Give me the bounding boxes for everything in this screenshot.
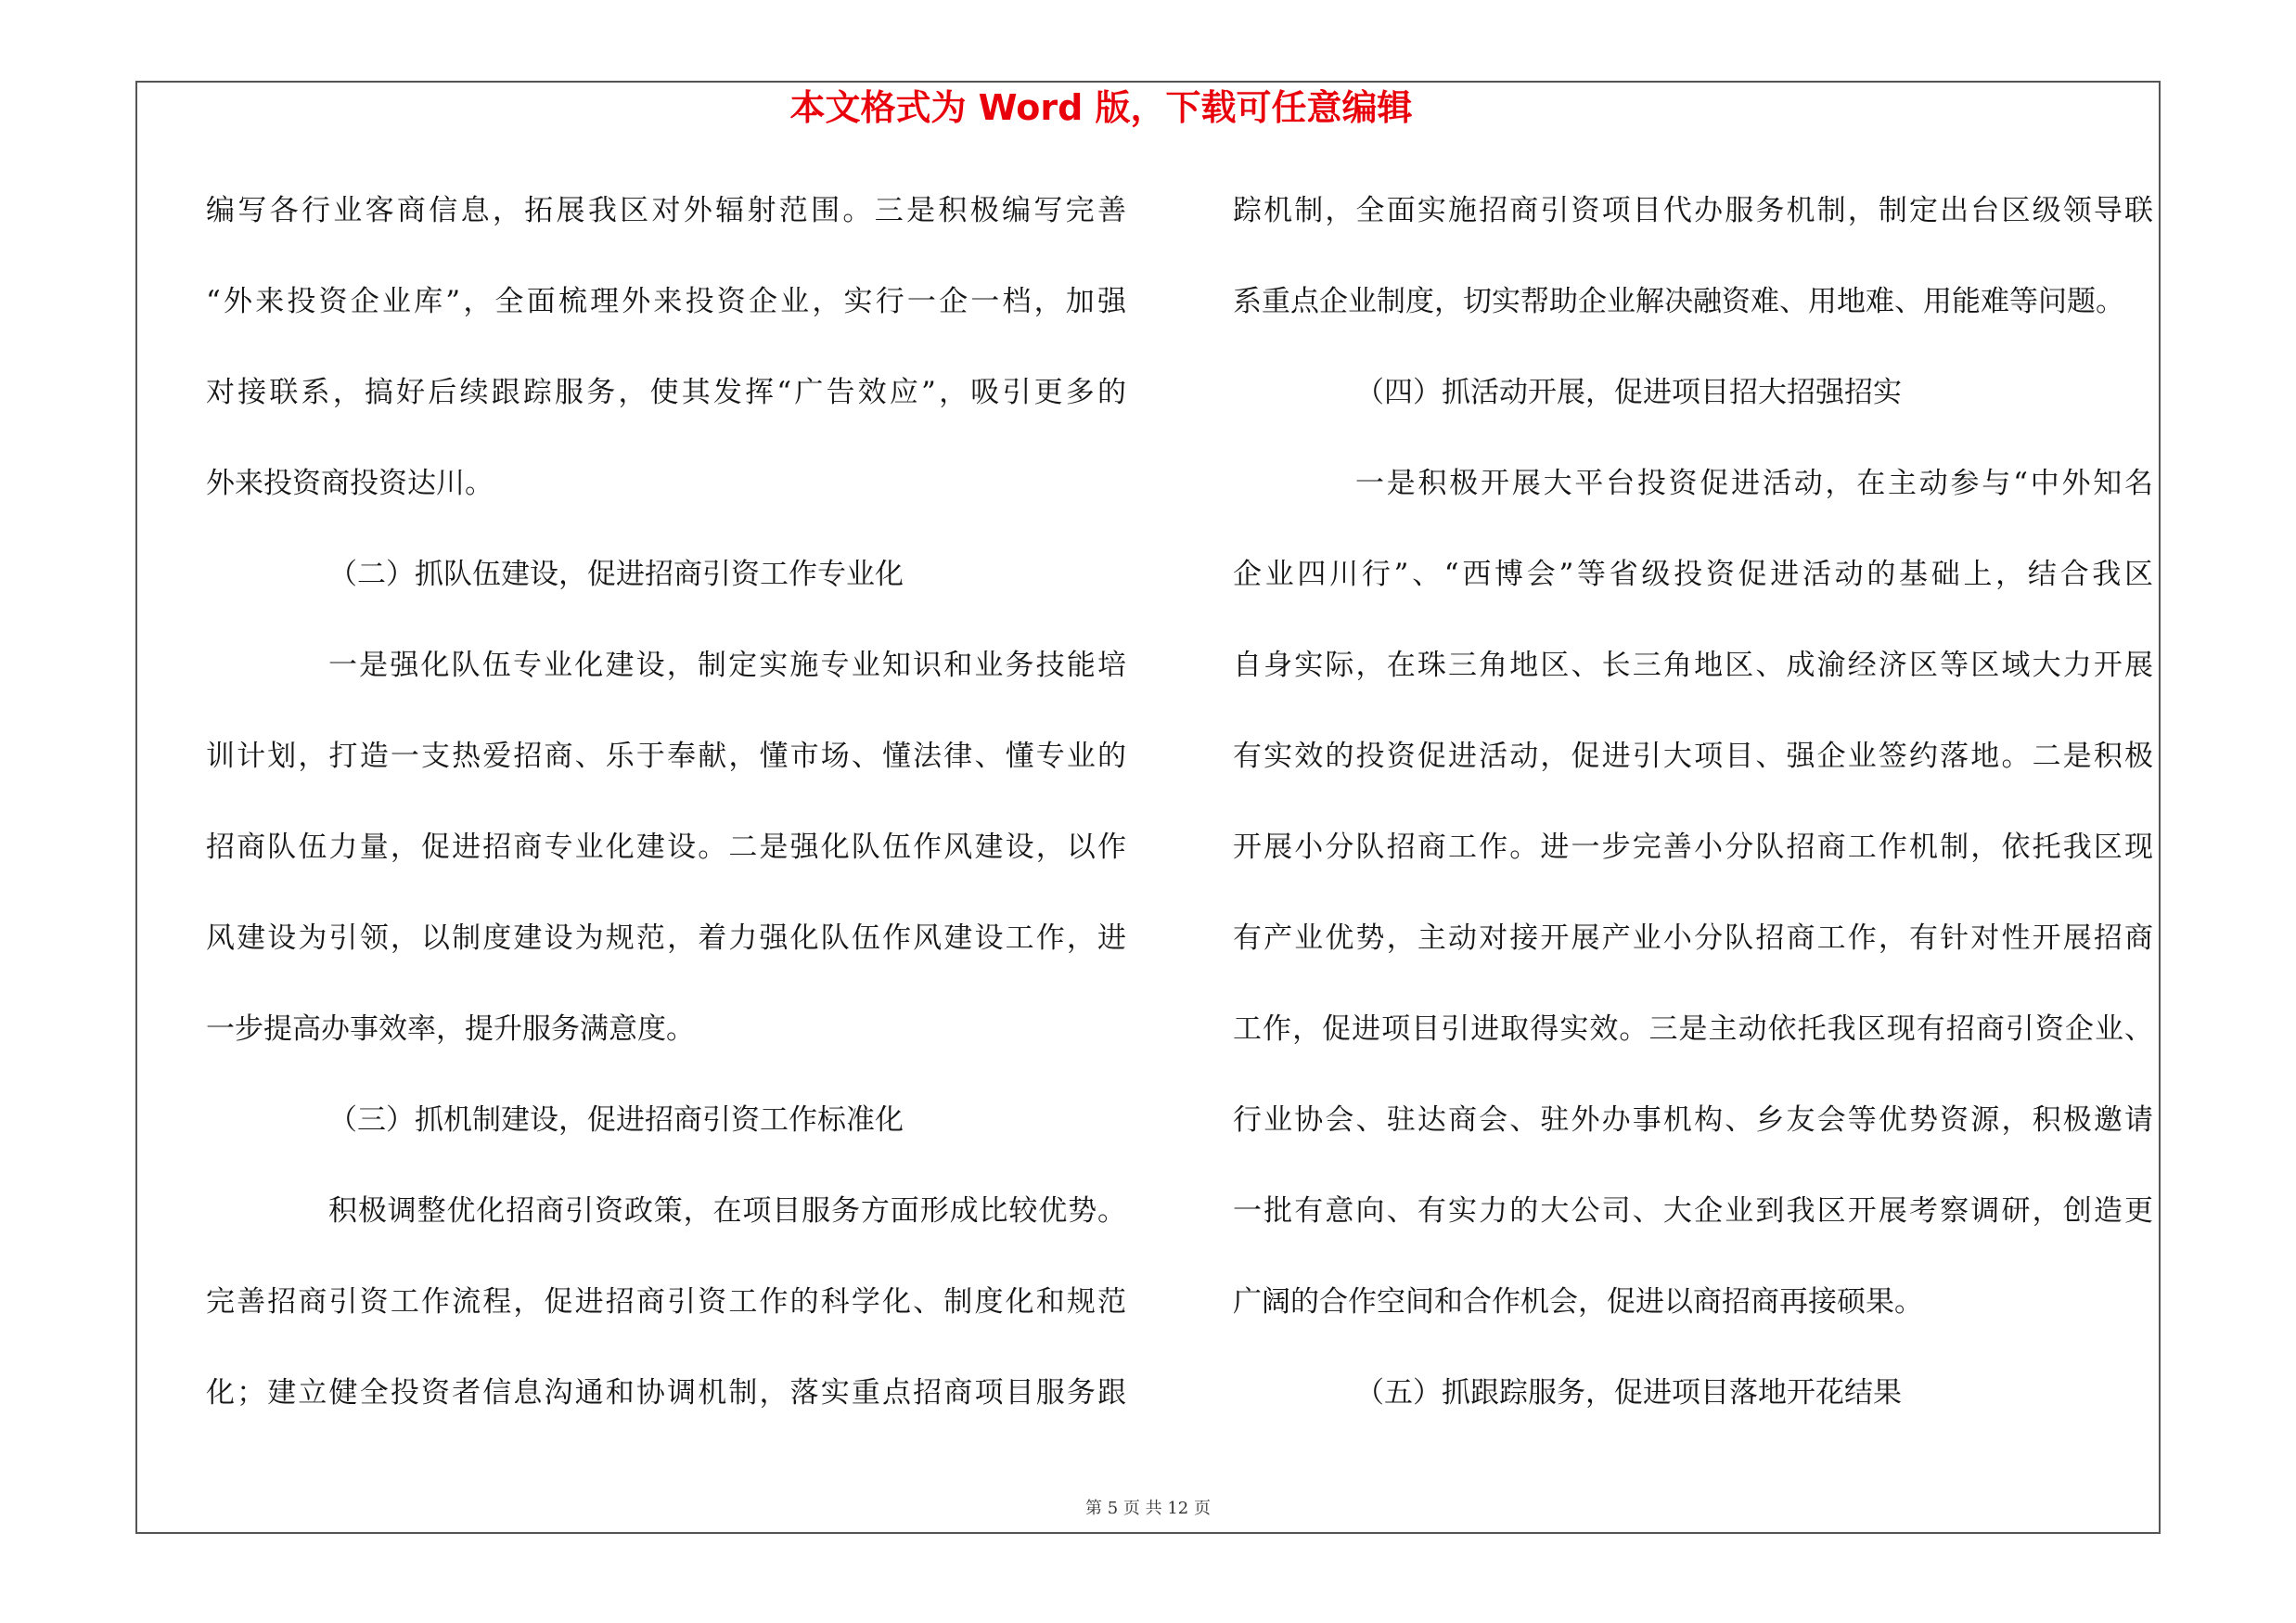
text-line: 行业协会、驻达商会、驻外办事机构、乡友会等优势资源，积极邀请 [1233, 1103, 2153, 1137]
text-line: 训计划，打造一支热爱招商、乐于奉献，懂市场、懂法律、懂专业的 [206, 740, 1126, 773]
text-line: 开展小分队招商工作。进一步完善小分队招商工作机制，依托我区现 [1233, 831, 2153, 864]
text-line: 编写各行业客商信息，拓展我区对外辐射范围。三是积极编写完善 [206, 194, 1126, 227]
text-line: 一是积极开展大平台投资促进活动，在主动参与“中外知名 [1355, 467, 2153, 500]
section-heading: （三）抓机制建设，促进招商引资工作标准化 [328, 1103, 904, 1137]
text-line: 企业四川行”、“西博会”等省级投资促进活动的基础上，结合我区 [1233, 558, 2153, 591]
text-line: 一批有意向、有实力的大公司、大企业到我区开展考察调研，创造更 [1233, 1194, 2153, 1228]
text-line: 广阔的合作空间和合作机会，促进以商招商再接硕果。 [1233, 1285, 1923, 1319]
text-line: 积极调整优化招商引资政策，在项目服务方面形成比较优势。 [328, 1194, 1126, 1228]
text-line: 化；建立健全投资者信息沟通和协调机制，落实重点招商项目服务跟 [206, 1376, 1126, 1410]
text-line: 一是强化队伍专业化建设，制定实施专业知识和业务技能培 [328, 649, 1126, 682]
section-heading: （二）抓队伍建设，促进招商引资工作专业化 [328, 558, 904, 591]
right-text-column [1233, 165, 2153, 1438]
text-line: 系重点企业制度，切实帮助企业解决融资难、用地难、用能难等问题。 [1233, 285, 2124, 318]
text-line: 有产业优势，主动对接开展产业小分队招商工作，有针对性开展招商 [1233, 921, 2153, 955]
text-line: “外来投资企业库”，全面梳理外来投资企业，实行一企一档，加强 [206, 285, 1126, 318]
text-line: 踪机制，全面实施招商引资项目代办服务机制，制定出台区级领导联 [1233, 194, 2153, 227]
left-text-column [206, 165, 1126, 1438]
section-heading: （四）抓活动开展，促进项目招大招强招实 [1355, 376, 1902, 409]
text-line: 有实效的投资促进活动，促进引大项目、强企业签约落地。二是积极 [1233, 740, 2153, 773]
text-line: 风建设为引领，以制度建设为规范，着力强化队伍作风建设工作，进 [206, 921, 1126, 955]
text-line: 一步提高办事效率，提升服务满意度。 [206, 1012, 695, 1046]
text-line: 外来投资商投资达川。 [206, 467, 494, 500]
text-line: 招商队伍力量，促进招商专业化建设。二是强化队伍作风建设，以作 [206, 831, 1126, 864]
text-line: 完善招商引资工作流程，促进招商引资工作的科学化、制度化和规范 [206, 1285, 1126, 1319]
format-notice-header: 本文格式为 Word 版，下载可任意编辑 [789, 87, 1413, 128]
section-heading: （五）抓跟踪服务，促进项目落地开花结果 [1355, 1376, 1902, 1410]
text-line: 对接联系，搞好后续跟踪服务，使其发挥“广告效应”，吸引更多的 [206, 376, 1126, 409]
page-number-footer: 第 5 页 共 12 页 [1085, 1499, 1211, 1518]
text-line: 工作，促进项目引进取得实效。三是主动依托我区现有招商引资企业、 [1233, 1012, 2153, 1046]
text-line: 自身实际，在珠三角地区、长三角地区、成渝经济区等区域大力开展 [1233, 649, 2153, 682]
